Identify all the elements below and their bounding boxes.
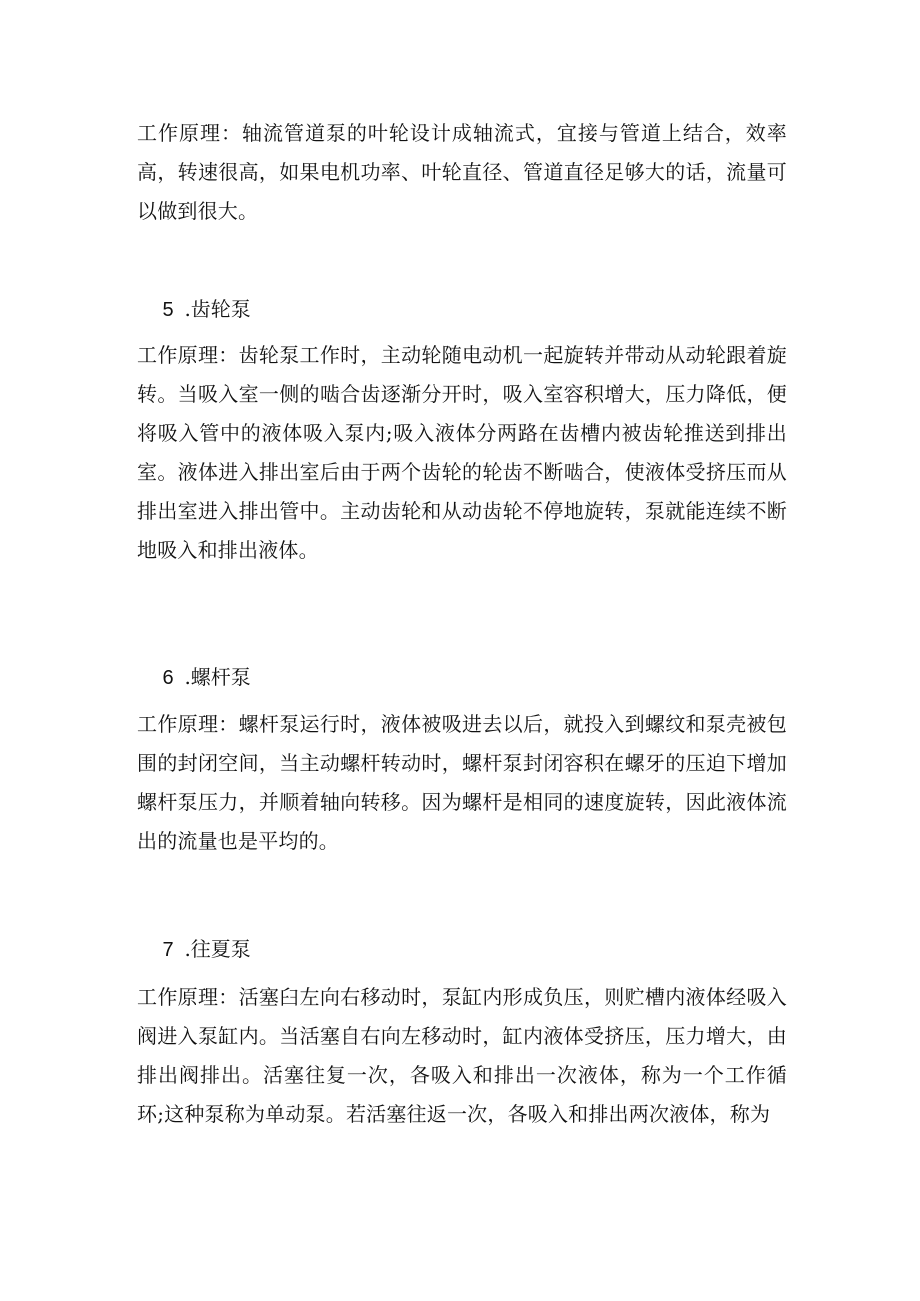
paragraph-axial-flow-pump: 工作原理：轴流管道泵的叶轮设计成轴流式，宜接与管道上结合，效率高，转速很高，如果电机功率、叶轮直径、管道直径足够大的话，流量可以做到很大。 [137, 121, 787, 223]
paragraph-gear-pump: 工作原理：齿轮泵工作时，主动轮随电动机一起旋转并带动从动轮跟着旋转。当吸入室一侧的啮合齿逐渐分开时，吸入室容积增大，压力降低，便将吸入管中的液体吸入泵内;吸入液体分两路在齿槽内被齿轮推送到排出室。液体进入排出室后由于两个齿轮的轮齿不断啮合，使液体受挤压而从排出室进入排出管中。主动齿轮和从动齿轮不停地旋转，泵就能连续不断地吸入和排出液体。 [137, 343, 787, 562]
section-number: 5 [162, 299, 174, 321]
section-title: .齿轮泵 [184, 297, 251, 321]
section-title: .螺杆泵 [184, 665, 251, 689]
paragraph-screw-pump: 工作原理：螺杆泵运行时，液体被吸进去以后，就投入到螺纹和泵壳被包围的封闭空间，当主动螺杆转动时，螺杆泵封闭容积在螺牙的压迫下增加螺杆泵压力，并顺着轴向转移。因为螺杆是相同的速度旋转，因此液体流出的流量也是平均的。 [137, 712, 787, 853]
section-title: .往夏泵 [184, 937, 251, 961]
section-number: 7 [162, 939, 174, 961]
paragraph-reciprocating-pump: 工作原理：活塞臼左向右移动时，泵缸内形成负压，则贮槽内液体经吸入阀进入泵缸内。当活塞自右向左移动时，缸内液体受挤压，压力增大，由排出阀排出。活塞往复一次，各吸入和排出一次液体，称为一个工作循环;这种泵称为单动泵。若活塞往返一次，各吸入和排出两次液体，称为 [137, 985, 787, 1126]
section-number: 6 [162, 667, 174, 689]
